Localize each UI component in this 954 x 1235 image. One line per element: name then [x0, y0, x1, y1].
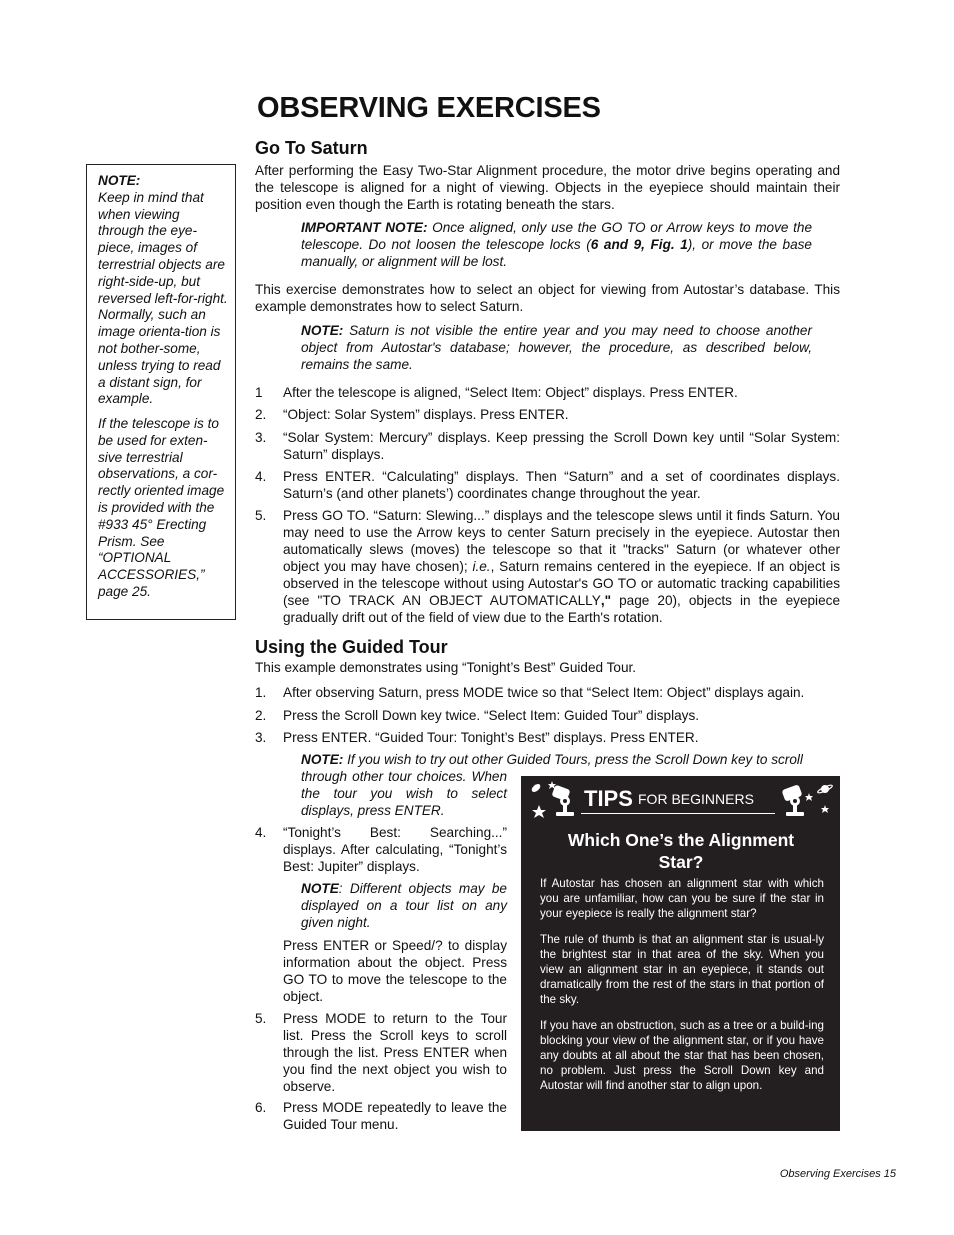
- sidebar-note-text-2: If the telescope is to be used for exten-sive terrestrial observations, a cor-rectly oriented image is provided with the #933 45° Erecting Prism. See “OPTIONAL ACCESSORIES,” page 25.: [98, 416, 225, 599]
- step-text: Press MODE to return to the Tour list. Press the Scroll keys to scroll through the list. Press ENTER when you find the next object you wish to observe.: [283, 1011, 507, 1094]
- saturn-note-label: NOTE:: [301, 323, 344, 338]
- press-enter-paragraph: Press ENTER or Speed/? to display information about the object. Press GO TO to move the telescope to the object.: [283, 938, 507, 1004]
- telescope-icon: [525, 779, 583, 819]
- page-title: OBSERVING EXERCISES: [257, 92, 601, 124]
- sidebar-note: [86, 164, 236, 620]
- guided-tour-note-text: If you wish to try out other Guided Tours, press the Scroll Down key to scroll: [343, 752, 803, 767]
- important-note-text-b: ), or move the base manually, or alignment will be lost.: [301, 237, 812, 269]
- step-text: After observing Saturn, press MODE twice so that “Select Item: Object” displays again.: [283, 685, 805, 700]
- tips-for-beginners-box: [521, 776, 840, 1131]
- different-objects-note: [301, 880, 507, 931]
- guided-tour-note-rest: through other tour choices. When the tour you wish to select displays, press ENTER.: [301, 769, 507, 818]
- step-number: 2.: [255, 708, 267, 723]
- step-text-part: page 20), objects in the eyepiece gradually drift out of the field of view due to the Earth's rotation.: [283, 593, 840, 625]
- list-item: [255, 1010, 507, 1095]
- sidebar-note-text-1: [98, 173, 228, 408]
- page-footer: Observing Exercises 15: [779, 1168, 896, 1180]
- step-number: 1: [255, 385, 263, 400]
- list-item: [255, 729, 840, 746]
- important-note-text-a: Once aligned, only use the GO TO or Arrow keys to move the telescope. Do not loosen the telescope locks (: [301, 220, 813, 252]
- step-number: 2.: [255, 407, 267, 422]
- tips-divider: [581, 813, 775, 814]
- figure-reference: 6 and 9, Fig. 1: [590, 237, 688, 252]
- list-item: [255, 824, 507, 875]
- saturn-note-text: Saturn is not visible the entire year and you may need to choose another object from Autostar's database; however, the procedure, as described below, remains the same.: [301, 323, 812, 372]
- step-number: 5.: [255, 508, 267, 523]
- step-text: “Object: Solar System” displays. Press ENTER.: [283, 407, 569, 422]
- list-item: [255, 429, 840, 463]
- step-number: 5.: [255, 1011, 267, 1026]
- different-objects-note-label: NOTE: [301, 881, 339, 896]
- step-text-ie: i.e.: [472, 559, 491, 574]
- tips-subtitle: FOR BEGINNERS: [638, 791, 754, 807]
- step-text-part: Press GO TO. “Saturn: Slewing...” displays and the telescope slews until it finds Saturn. You may need to use the Arrow keys to center Saturn precisely in the eyepiece. Autostar then automatically slews (moves) the telescope so that it "tracks" Saturn (or whatever other object you may have chosen);: [283, 508, 840, 574]
- step-number: 4.: [255, 469, 267, 484]
- step-text: Press ENTER. “Guided Tour: Tonight’s Best” displays. Press ENTER.: [283, 730, 699, 745]
- step-text: Press the Scroll Down key twice. “Select Item: Guided Tour” displays.: [283, 708, 700, 723]
- planet-icon: [777, 779, 837, 819]
- step-number: 1.: [255, 685, 267, 700]
- list-item: [255, 468, 840, 502]
- sidebar-note-label: NOTE:: [98, 173, 141, 188]
- list-item: [255, 384, 840, 401]
- tips-paragraph-3: If you have an obstruction, such as a tree or a build-ing blocking your view of the alignment star, or if you have any doubts at all about the star that has been chosen, no problem. Just press the Scroll Down key and Autostar will find another star to align upon.: [540, 1019, 824, 1092]
- step-text: [283, 507, 840, 626]
- step-text: “Tonight’s Best: Searching...” displays. After calculating, “Tonight’s Best: Jupiter” displays.: [283, 825, 507, 874]
- list-item: [255, 684, 840, 701]
- guided-tour-note-line1: [301, 751, 840, 768]
- guided-tour-note-label: NOTE:: [301, 752, 344, 767]
- tips-word: TIPS: [584, 786, 633, 811]
- list-item: [255, 1099, 507, 1133]
- list-item: [255, 707, 840, 724]
- step-number: 4.: [255, 825, 267, 840]
- important-note-label: IMPORTANT NOTE:: [301, 220, 428, 235]
- saturn-note: [301, 322, 812, 373]
- tips-paragraph-1: If Autostar has chosen an alignment star with which you are unfamiliar, how can you be sure if the star in your eyepiece is really the alignment star?: [540, 877, 824, 920]
- tips-heading: Which One’s the Alignment Star?: [567, 830, 795, 872]
- sidebar-para-1: Keep in mind that when viewing through the eye-piece, images of terrestrial objects are right-side-up, but reversed left-for-right. Normally, such an image orienta-tion is not bother-some, unless trying to read a distant sign, for example.: [98, 189, 228, 407]
- heading-go-to-saturn: Go To Saturn: [255, 138, 368, 158]
- different-objects-note-text: : Different objects may be displayed on a tour list on any given night.: [301, 881, 507, 930]
- step-number: 6.: [255, 1100, 267, 1115]
- step-text: “Solar System: Mercury” displays. Keep pressing the Scroll Down key until “Solar System: Saturn” displays.: [283, 430, 840, 462]
- exercise-description: This exercise demonstrates how to select an object for viewing from Autostar’s database. This example demonstrates how to select Saturn.: [255, 282, 840, 314]
- list-item: [255, 507, 840, 626]
- step-number: 3.: [255, 430, 267, 445]
- step-text: Press MODE repeatedly to leave the Guided Tour menu.: [283, 1100, 507, 1132]
- guided-tour-intro: This example demonstrates using “Tonight’s Best” Guided Tour.: [255, 660, 637, 675]
- step-number: 3.: [255, 730, 267, 745]
- heading-guided-tour: Using the Guided Tour: [255, 637, 448, 657]
- list-item: [255, 406, 840, 423]
- important-note: [301, 219, 812, 270]
- step-text-quote: ,": [600, 593, 612, 608]
- tips-paragraph-2: The rule of thumb is that an alignment star is usual-ly the brightest star in that area of the sky. When you view an alignment star in an eyepiece, it stands out dramatically from the rest of the stars in that portion of the sky.: [540, 933, 824, 1006]
- step-text: After the telescope is aligned, “Select Item: Object” displays. Press ENTER.: [283, 385, 738, 400]
- step-text-part: , Saturn remains centered in the eyepiece. If an object is observed in the telescope without using Autostar's GO TO or automatic tracking capabilities (see "TO TRACK AN OBJECT AUTOMATICALLY: [283, 559, 841, 608]
- intro-paragraph: After performing the Easy Two-Star Alignment procedure, the motor drive begins operating and the telescope is aligned for a night of viewing. Objects in the eyepiece should maintain their position even though the Earth is rotating beneath the stars.: [255, 163, 840, 212]
- step-text: Press ENTER. “Calculating” displays. Then “Saturn” and a set of coordinates displays. Saturn’s (and other planets’) coordinates change throughout the year.: [283, 469, 840, 501]
